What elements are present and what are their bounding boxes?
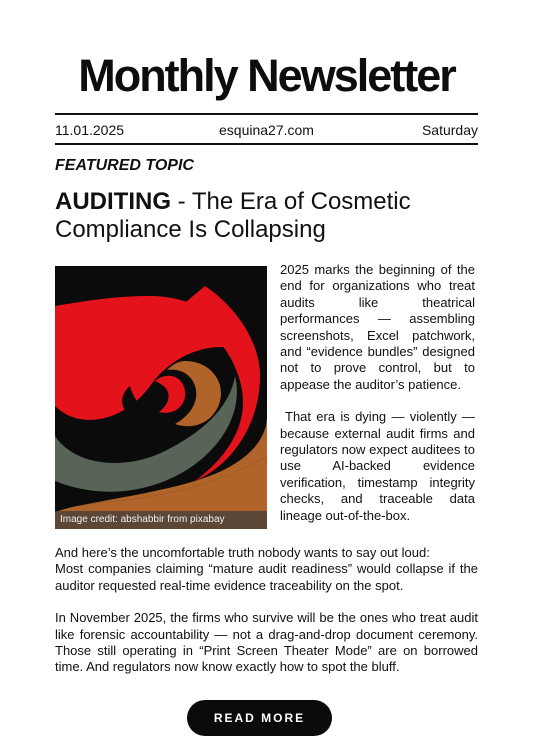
top-divider	[55, 113, 478, 115]
section-label: FEATURED TOPIC	[55, 157, 194, 174]
body-paragraph-2: In November 2025, the firms who survive will be the ones who treat audit like forensic accountability — not a drag-and-drop document ceremony. Those still operating in “Print Screen Theater Mode” are on borrowed time. And regulators now know exactly how to spot the bluff.	[55, 610, 478, 675]
read-more-button[interactable]: READ MORE	[187, 700, 332, 736]
newsletter-title: Monthly Newsletter	[78, 50, 455, 101]
side-paragraph-1: 2025 marks the beginning of the end for organizations who treat audits like theatrical performances — assembling screenshots, Excel patchwork, and “evidence bundles” designed not to prove control, but to appease the auditor’s patience.	[280, 262, 475, 392]
website-link[interactable]: esquina27.com	[219, 122, 314, 138]
body-continuation: Most companies claiming “mature audit readiness” would collapse if the auditor requested real-time evidence traceability on the spot.	[55, 561, 478, 593]
article-image	[55, 266, 267, 529]
image-credit: Image credit: abshabbir from pixabay	[55, 511, 267, 529]
bottom-divider	[55, 143, 478, 145]
masthead-meta	[55, 120, 478, 140]
article-body	[55, 545, 478, 692]
headline-keyword: AUDITING	[55, 188, 171, 215]
body-paragraph-1	[55, 545, 478, 594]
issue-date: 11.01.2025	[55, 122, 125, 138]
body-intro: And here’s the uncomfortable truth nobody wants to say out loud:	[55, 545, 430, 560]
side-text	[280, 262, 475, 540]
headline-text: - The Era of Cosmetic Compliance Is Collapsing	[55, 188, 411, 243]
abstract-swirl-art	[55, 266, 267, 529]
issue-day: Saturday	[421, 122, 478, 138]
article-headline	[55, 188, 478, 244]
side-paragraph-2: That era is dying — violently — because external audit firms and regulators now expect auditees to use AI-backed evidence verification, timestamp integrity checks, and traceable data lineage out-of-the-box.	[280, 409, 475, 523]
